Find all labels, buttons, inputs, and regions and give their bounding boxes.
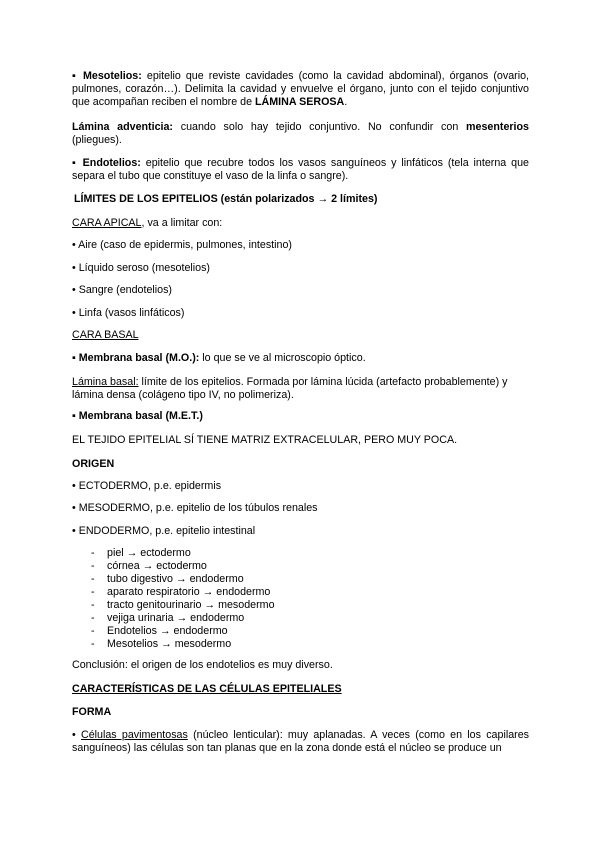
paragraph-text: epitelio que reviste cavidades (como la cavidad abdominal), órganos (ovario, pulmones, corazón…). Delimita la cavidad y envuelve el órgano, junto con el tejido conjuntivo que acompañan reciben el nombre de: [72, 70, 529, 108]
dash-marker: -: [91, 586, 95, 598]
heading-forma: FORMA: [72, 706, 112, 718]
list-item: • Linfa (vasos linfáticos): [72, 307, 185, 319]
cara-apical-line: [72, 217, 529, 230]
list-item: tubo digestivo → endodermo: [107, 573, 244, 585]
list-item: • ECTODERMO, p.e. epidermis: [72, 480, 222, 492]
paragraph-end: .: [344, 96, 348, 108]
cara-basal-title: CARA BASAL: [72, 329, 139, 341]
term-lamina-adventicia: Lámina adventicia:: [72, 121, 173, 133]
membrana-basal-mo: [72, 352, 529, 365]
dash-marker: -: [91, 573, 95, 585]
paragraph-text: cuando solo hay tejido conjuntivo. No confundir con: [173, 121, 467, 133]
list-item: aparato respiratorio → endodermo: [107, 586, 271, 598]
dash-marker: -: [91, 560, 95, 572]
heading-limites: LÍMITES DE LOS EPITELIOS (están polarizados → 2 límites): [74, 193, 378, 205]
bullet: ▪: [72, 157, 83, 169]
cara-apical-rest: , va a limitar con:: [141, 217, 223, 229]
origin-dash-list: [72, 547, 529, 657]
list-item: córnea → ectodermo: [107, 560, 207, 572]
term-endotelios: Endotelios:: [82, 157, 141, 169]
term-celulas-pavimentosas: Células pavimentosas: [81, 729, 188, 741]
paragraph-text: lo que se ve al microscopio óptico.: [199, 352, 366, 364]
bullet: •: [72, 729, 81, 741]
term-lamina-basal: Lámina basal:: [72, 376, 139, 388]
cara-apical-title: CARA APICAL: [72, 217, 142, 229]
endotelios-paragraph: [72, 157, 529, 183]
paragraph-text: epitelio que recubre todos los vasos sanguíneos y linfáticos (tela interna que separa el tubo que constituye el vaso de la linfa o sangre).: [72, 157, 529, 182]
list-item: Endotelios → endodermo: [107, 625, 228, 637]
term-membrana-basal-mo: Membrana basal (M.O.):: [78, 352, 200, 364]
mesotelios-paragraph: [72, 70, 529, 109]
bullet: ▪: [72, 352, 79, 364]
list-item: vejiga urinaria → endodermo: [107, 612, 245, 624]
paragraph-text: (núcleo lenticular): muy aplanadas. A veces (como en los capilares sanguíneos) las células son tan planas que en la zona donde está el núcleo se produce un: [72, 729, 529, 754]
pavimentosas-paragraph: [72, 729, 529, 755]
membrana-basal-met: [72, 410, 529, 423]
term-membrana-basal-met: Membrana basal (M.E.T.): [78, 410, 203, 422]
dash-marker: -: [91, 547, 95, 559]
list-item: • Aire (caso de epidermis, pulmones, intestino): [72, 239, 292, 251]
term-mesenterios: mesenterios: [466, 121, 529, 133]
bullet: ▪: [72, 70, 84, 82]
dash-marker: -: [91, 612, 95, 624]
term-mesotelios: Mesotelios:: [83, 70, 142, 82]
dash-marker: -: [91, 638, 95, 650]
list-item: • Sangre (endotelios): [72, 284, 172, 296]
term-lamina-serosa: LÁMINA SEROSA: [255, 96, 345, 108]
paragraph-text: límite de los epitelios. Formada por lámina lúcida (artefacto probablemente) y lámina densa (colágeno tipo IV, no polimeriza).: [72, 376, 508, 401]
heading-origen: ORIGEN: [72, 458, 115, 470]
bullet: ▪: [72, 410, 79, 422]
dash-marker: -: [91, 599, 95, 611]
heading-caracteristicas: CARACTERÍSTICAS DE LAS CÉLULAS EPITELIALES: [72, 683, 342, 695]
list-item: • MESODERMO, p.e. epitelio de los túbulos renales: [72, 502, 318, 514]
paragraph-end: (pliegues).: [72, 134, 122, 146]
lamina-basal-paragraph: [72, 376, 529, 402]
adventicia-paragraph: [72, 121, 529, 147]
list-item: • ENDODERMO, p.e. epitelio intestinal: [72, 525, 256, 537]
list-item: tracto genitourinario → mesodermo: [107, 599, 275, 611]
conclusion: Conclusión: el origen de los endotelios es muy diverso.: [72, 659, 333, 671]
list-item: Mesotelios → mesodermo: [107, 638, 232, 650]
dash-marker: -: [91, 625, 95, 637]
list-item: piel → ectodermo: [107, 547, 191, 559]
list-item: • Líquido seroso (mesotelios): [72, 262, 210, 274]
matriz-statement: EL TEJIDO EPITELIAL SÍ TIENE MATRIZ EXTRACELULAR, PERO MUY POCA.: [72, 434, 458, 446]
